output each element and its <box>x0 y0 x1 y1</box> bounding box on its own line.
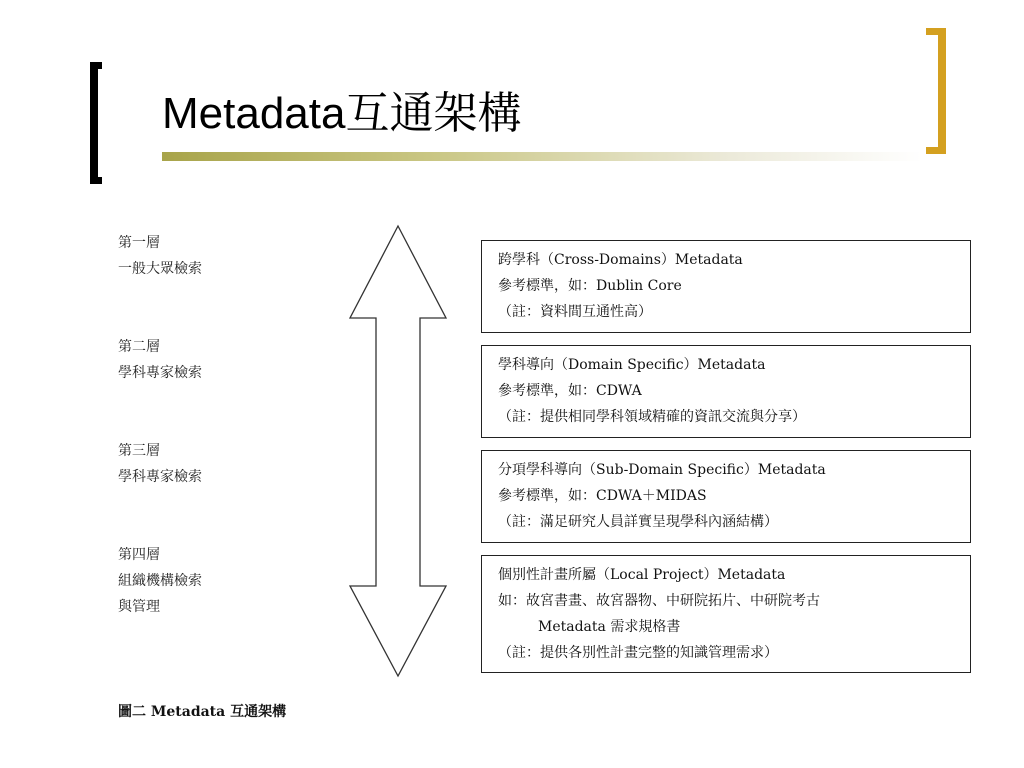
layer-2-label <box>118 334 202 386</box>
title-underline <box>162 152 922 161</box>
box-1-line-3: （註：資料間互通性高） <box>498 304 652 320</box>
left-bracket-decoration <box>90 62 102 184</box>
layer-4-desc-2: 與管理 <box>118 599 160 615</box>
title-cjk: 互通架構 <box>345 88 522 139</box>
layer-1-level: 第一層 <box>118 235 160 251</box>
box-3-line-1: 分項學科導向（Sub-Domain Specific）Metadata <box>498 462 826 478</box>
title-latin: Metadata <box>162 89 346 138</box>
box-4-line-3: Metadata 需求規格書 <box>538 619 681 635</box>
box-1-line-1: 跨學科（Cross-Domains）Metadata <box>498 252 743 268</box>
slide-title <box>162 86 521 142</box>
figure-caption: 圖二 Metadata 互通架構 <box>118 704 287 720</box>
box-4-line-1: 個別性計畫所屬（Local Project）Metadata <box>498 567 786 583</box>
box-2-line-3: （註：提供相同學科領域精確的資訊交流與分享） <box>498 409 806 425</box>
metadata-box-domain-specific <box>481 345 971 438</box>
right-bracket-decoration <box>926 28 946 154</box>
box-4-line-4: （註：提供各別性計畫完整的知識管理需求） <box>498 645 778 661</box>
box-4-line-2: 如：故宮書畫、故宮器物、中研院拓片、中研院考古 <box>498 593 820 609</box>
layer-2-desc: 學科專家檢索 <box>118 365 202 381</box>
box-1-line-2: 參考標準，如：Dublin Core <box>498 278 682 294</box>
box-3-line-2: 參考標準，如：CDWA＋MIDAS <box>498 488 707 504</box>
metadata-box-sub-domain-specific <box>481 450 971 543</box>
layer-3-label <box>118 438 202 490</box>
metadata-box-cross-domains <box>481 240 971 333</box>
box-2-line-2: 參考標準，如：CDWA <box>498 383 642 399</box>
layer-4-level: 第四層 <box>118 547 160 563</box>
layer-1-desc: 一般大眾檢索 <box>118 261 202 277</box>
layer-4-label <box>118 542 202 620</box>
layer-2-level: 第二層 <box>118 339 160 355</box>
metadata-box-local-project <box>481 555 971 673</box>
box-2-line-1: 學科導向（Domain Specific）Metadata <box>498 357 766 373</box>
double-arrow-icon <box>348 224 448 680</box>
box-3-line-3: （註：滿足研究人員詳實呈現學科內涵結構） <box>498 514 778 530</box>
layer-3-desc: 學科專家檢索 <box>118 469 202 485</box>
layer-4-desc: 組織機構檢索 <box>118 573 202 589</box>
layer-3-level: 第三層 <box>118 443 160 459</box>
layer-1-label <box>118 230 202 282</box>
